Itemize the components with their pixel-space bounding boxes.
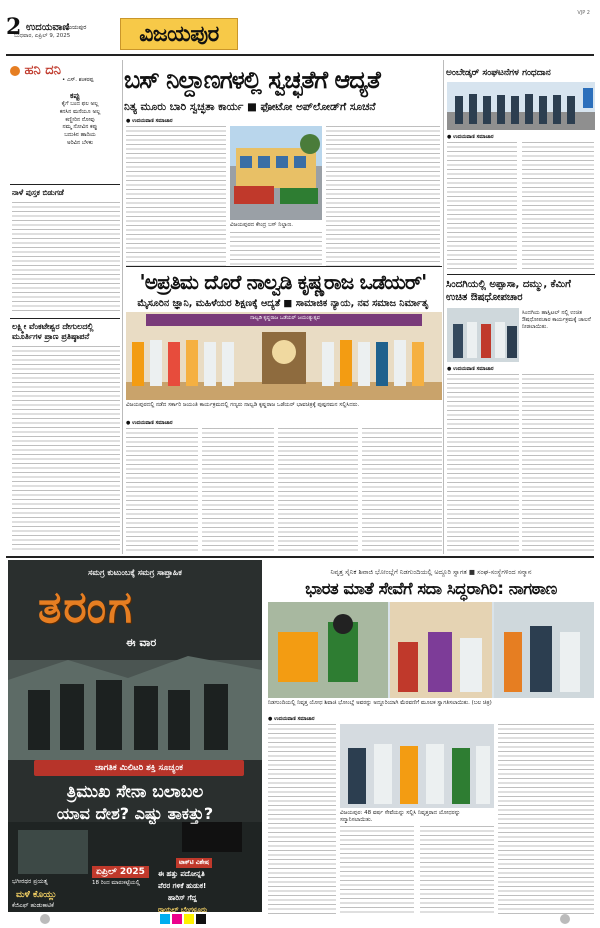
taranga-logo: ತರಂಗ [38, 582, 134, 633]
divider [126, 266, 442, 267]
bottom-body4 [498, 724, 594, 914]
poem-title: ಕಪ್ಪು [70, 91, 81, 100]
right-top-body2 [522, 142, 594, 272]
divider [10, 318, 120, 319]
bus-stand-illustration [230, 126, 322, 220]
hanidani-box [10, 63, 122, 183]
wodeyar-event-photo [126, 312, 442, 400]
divider [10, 184, 120, 185]
sindagi-photo [447, 308, 519, 362]
ad-bottom-right-2: ಈ ಹತ್ತು ಪದೋನ್ನತಿ [158, 870, 205, 878]
ad-strip: ಜಾಗತಿಕ ಮಿಲಿಟರಿ ಶಕ್ತಿ ಸೂಚ್ಯಂಕ [34, 760, 244, 776]
section-rule [6, 556, 594, 558]
story2-body2 [202, 428, 274, 552]
story2-body3 [278, 428, 358, 552]
ad-tagline: ಸಮಗ್ರ ಕುಟುಂಬಕ್ಕೆ ಸಮಗ್ರ ಸಾಪ್ತಾಹಿಕ [88, 568, 182, 577]
registration-mark [184, 914, 194, 924]
main-subhead: ನಿತ್ಯ ಮೂರು ಬಾರಿ ಸ್ವಚ್ಛತಾ ಕಾರ್ಯ ■ ಫೋಟೋ ಅಪ್‌ಲೋಡ್‌ಗೆ ಸೂಚನೆ [124, 101, 376, 113]
bottom-body3 [420, 826, 494, 914]
main-body-col2 [230, 232, 322, 266]
left-story1-head: ನಾಳೆ ಪುಸ್ತಕ ಬಿಡುಗಡೆ [12, 188, 64, 197]
ad-date: ಏಪ್ರಿಲ್ 2025 [92, 866, 149, 878]
ad-bottom-left-3: ಕೆಜಿಎಫ್‌ ಹುಡುಕಾಟಿಕೆ [12, 902, 54, 909]
bottom-body1 [268, 724, 336, 914]
story2-body4 [362, 428, 442, 552]
section-title-box [120, 18, 238, 50]
ad-bottom-left-1: ಭಗೀರಥರ ಪ್ರಯತ್ನ [12, 878, 48, 885]
masthead-brand: ಉದಯವಾಣಿ [26, 22, 70, 33]
left-story2-head: ಲಕ್ಷ್ಮೀ ವೆಂಕಟೇಶ್ವರ ದೇಗುಲದಲ್ಲಿ ಮೂರ್ತಿಗಳ ಪ್ರಾಣ ಪ್ರತಿಷ್ಠಾಪನೆ [12, 322, 94, 341]
hanidani-byline: • ಎಸ್. ಶಂಕರಪ್ಪ [62, 77, 94, 83]
ambedkar-group-photo [447, 82, 595, 130]
column-divider [122, 60, 123, 554]
right-mid-caption: ಸಿಂದಗಿಯ ಹಾಸ್ಪಿಟಲ್‌ ನಲ್ಲಿ ಉಚಿತ ಔಷಧೋಪಚಾರ ಕಾರ್ಯಕ್ರಮಕ್ಕೆ ಚಾಲನೆ ನೀಡಲಾಯಿತು. [522, 310, 591, 330]
poem-lines: ಕೈಗೆ ಬಂದ ಫಲ ಅಲ್ಲ ಕನಸಿನ ಮನೆಯೂ ಅಲ್ಲ ಕಣ್ಣೀರಿನ ನೋವು ನಮ್ಮ ನೋವಿನ ಕಪ್ಪು ಬದುಕಿನ ಹಾದಿಯ ಅರಿವಿನ ಬೆಳಕು [59, 101, 101, 146]
bottom-body2 [340, 826, 414, 914]
main-headline: ಬಸ್‌ ನಿಲ್ದಾಣಗಳಲ್ಲಿ ಸ್ವಚ್ಛತೆಗೆ ಆದ್ಯತೆ [124, 66, 380, 94]
ad-bottom-right-1: ಟಾಕ್‌ಟಿ ವಿಶೇಷ [176, 858, 212, 868]
story2-body1 [126, 428, 198, 552]
right-top-body1 [447, 142, 517, 272]
bottom-byline: ● ಉದಯವಾಣಿ ಸಮಾಚಾರ [268, 716, 315, 722]
section-title: ವಿಜಯಪುರ [139, 21, 219, 47]
registration-mark [172, 914, 182, 924]
sindagi-illustration [447, 308, 519, 362]
ad-bottom-right-4: ಹಾರಿಸ್‌ ಗೆದ್ದ [168, 894, 197, 902]
page-number: 2 [6, 14, 22, 40]
story2-headline: 'ಅಪ್ರತಿಮ ದೊರೆ ನಾಲ್ವಡಿ ಕೃಷ್ಣರಾಜ ಒಡೆಯರ್‌' [139, 270, 427, 294]
soldier-welcome-photo [268, 602, 594, 698]
ad-headline: ತ್ರಿಮುಖ ಸೇನಾ ಬಲಾಬಲ [66, 782, 204, 802]
divider [447, 274, 595, 275]
ad-bottom-right-5: ರಾಯಲ್‌ ಬೆಂಗಳೂರು [158, 906, 208, 912]
ad-bottom-right-3: ಪೆರರ ಗಳಿಕೆ ಹುಡುಕ! [158, 882, 207, 890]
main-photo-caption: ವಿಜಯಪುರದ ಕೇಂದ್ರ ಬಸ್‌ ನಿಲ್ದಾಣ. [230, 222, 293, 228]
ad-headline2: ಯಾವ ದೇಶ? ಎಷ್ಟು ತಾಕತ್ತು? [56, 804, 214, 823]
registration-mark [160, 914, 170, 924]
welcome-illustration [268, 602, 594, 698]
registration-mark [40, 914, 50, 924]
taranga-ad[interactable] [8, 560, 262, 912]
hanidani-logo: ಹನಿ ದನಿ [10, 63, 122, 78]
page-tag: VJP 2 [577, 10, 590, 16]
left-story2-body [12, 346, 120, 550]
bottom-caption2: ವಿಜಯಪುರ: 48 ವರ್ಷ ಸೇವೆಯನ್ನು ಸಲ್ಲಿಸಿ ನಿವೃತ್ತರಾದ ಯೋಧರನ್ನು ಸನ್ಮಾನಿಸಲಾಯಿತು. [340, 810, 461, 823]
story2-photo-caption: ವಿಜಯಪುರದಲ್ಲಿ ನಡೆದ ಸರ್ಕಾರಿ ಜಯಂತಿ ಕಾರ್ಯಕ್ರಮದಲ್ಲಿ ಗಣ್ಯರು ನಾಲ್ವಡಿ ಕೃಷ್ಣರಾಜ ಒಡೆಯರ್‌ ಭಾವಚಿತ್ರಕ್ಕೆ ಪುಷ್ಪನಮನ ಸಲ್ಲಿಸಿದರು. [126, 402, 360, 408]
ambedkar-title: ಅಂಬೇಡ್ಕರ್‌ ಸಂಘಟನೆಗಳ ಗಂಧದಾನ [446, 68, 551, 78]
registration-mark [196, 914, 206, 924]
story2-byline: ● ಉದಯವಾಣಿ ಸಮಾಚಾರ [126, 420, 173, 426]
event-illustration [126, 312, 442, 400]
right-mid-body1 [447, 374, 519, 552]
main-body-col1 [126, 126, 226, 266]
event-banner: ನಾಲ್ವಡಿ ಕೃಷ್ಣರಾಜ ಒಡೆಯರ್‌ ಜಯಂತ್ಯುತ್ಸವ [250, 315, 320, 321]
masthead-city: ವಿಜಯಪುರ [64, 24, 87, 31]
registration-mark [560, 914, 570, 924]
right-top-byline: ● ಉದಯವಾಣಿ ಸಮಾಚಾರ [447, 134, 494, 140]
right-mid-headline: ಸಿಂದಗಿಯಲ್ಲಿ ಅಪ್ಪಾಸಾ, ದಮ್ಮು, ಕೆಮಿಗೆ ಉಚಿತ ಔಷಧೋಪಚಾರ [446, 279, 571, 303]
right-mid-body2 [522, 374, 594, 552]
ad-bottom-left-2: ಮಳೆ ಕೊಯ್ಲು [16, 890, 57, 900]
column-divider [443, 60, 444, 554]
main-body-col3 [326, 126, 440, 266]
bus-stand-photo [230, 126, 322, 220]
group-photo-illustration [447, 82, 595, 130]
left-story1-body [12, 202, 120, 314]
flower-icon [10, 66, 20, 76]
ad-date-sub: 18 ರಿಂದ ಮಾರುಕಟ್ಟೆಯಲ್ಲಿ [92, 880, 140, 886]
bottom-headline: ಭಾರತ ಮಾತೆ ಸೇವೆಗೆ ಸದಾ ಸಿದ್ಧರಾಗಿರಿ: ನಾಗಠಾಣ [305, 579, 557, 598]
story2-subhead: ಮೈಸೂರಿನ ಜ್ಞಾನಿ, ಮಹಿಳೆಯರ ಶಿಕ್ಷಣಕ್ಕೆ ಆದ್ಯತೆ ■ ಸಾಮಾಜಿಕ ನ್ಯಾಯ, ನವ ಸಮಾಜ ನಿರ್ಮಾತೃ [137, 298, 429, 309]
ad-logo-sub: ಈ ವಾರ [126, 636, 157, 649]
felicitation-illustration [340, 724, 494, 808]
felicitation-photo [340, 724, 494, 808]
bottom-kicker: ನಿವೃತ್ತ ಸೈನಿಕ ಶಿವಾಜಿ ಭೋಂಬ್ಲೆಗೆ ನಿಡಗುಂದಿಯಲ್ಲಿ ಅದ್ದೂರಿ ಸ್ವಾಗತ ■ ಸಂಘ-ಸಂಸ್ಥೆಗಳಿಂದ ಸನ್ಮಾನ [330, 568, 532, 576]
right-mid-byline: ● ಉದಯವಾಣಿ ಸಮಾಚಾರ [447, 366, 494, 372]
main-byline: ● ಉದಯವಾಣಿ ಸಮಾಚಾರ [126, 118, 173, 124]
header-rule [6, 54, 594, 56]
bottom-photo-caption: ನಿಡಗುಂದಿಯಲ್ಲಿ ನಿವೃತ್ತ ಯೋಧ ಶಿವಾಜಿ ಭೋಂಬ್ಲೆ ಅವರನ್ನು ಅದ್ದೂರಿಯಾಗಿ ಮೆರವಣಿಗೆ ಮೂಲಕ ಸ್ವಾಗತಿಸಲಾಯಿತು. (ಬಲ ಚಿತ್ರ) [268, 700, 492, 706]
masthead-date: ಬುಧವಾರ, ಏಪ್ರಿಲ್ 9, 2025 [14, 33, 71, 39]
